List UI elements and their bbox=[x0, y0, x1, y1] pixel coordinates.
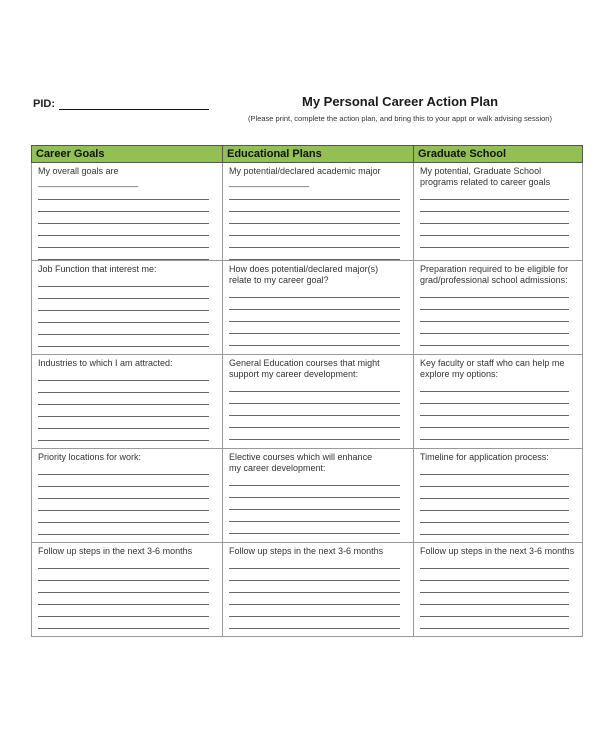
write-in-line[interactable] bbox=[420, 298, 569, 310]
write-in-line[interactable] bbox=[38, 248, 209, 260]
plan-cell-graduate-school bbox=[414, 449, 583, 543]
plan-cell-educational-plans bbox=[223, 261, 414, 355]
write-in-line[interactable] bbox=[229, 224, 400, 236]
cell-prompt: Preparation required to be eligible for grad/professional school admissions: bbox=[420, 264, 569, 285]
write-in-line[interactable] bbox=[38, 617, 209, 629]
write-in-line[interactable] bbox=[420, 392, 569, 404]
write-in-line[interactable] bbox=[38, 335, 209, 347]
write-in-line[interactable] bbox=[229, 581, 400, 593]
write-in-line[interactable] bbox=[420, 557, 569, 569]
write-in-line[interactable] bbox=[229, 593, 400, 605]
write-in-line[interactable] bbox=[38, 463, 209, 475]
write-in-line[interactable] bbox=[229, 617, 400, 629]
cell-prompt: Key faculty or staff who can help me explore my options: bbox=[420, 358, 565, 379]
write-in-line[interactable] bbox=[420, 334, 569, 346]
cell-prompt: Follow up steps in the next 3-6 months bbox=[420, 546, 575, 556]
write-in-line[interactable] bbox=[229, 322, 400, 334]
write-in-line[interactable] bbox=[38, 369, 209, 381]
write-in-line[interactable] bbox=[229, 428, 400, 440]
plan-cell-career-goals bbox=[32, 261, 223, 355]
action-plan-table bbox=[31, 145, 583, 637]
cell-prompt: Job Function that interest me: bbox=[38, 264, 157, 274]
write-in-line[interactable] bbox=[229, 404, 400, 416]
write-in-line[interactable] bbox=[420, 404, 569, 416]
plan-cell-career-goals bbox=[32, 543, 223, 637]
write-in-line[interactable] bbox=[420, 581, 569, 593]
write-in-line[interactable] bbox=[38, 287, 209, 299]
plan-cell-educational-plans bbox=[223, 543, 414, 637]
cell-prompt: Timeline for application process: bbox=[420, 452, 549, 462]
column-header-career-goals: Career Goals bbox=[32, 146, 223, 163]
write-in-line[interactable] bbox=[229, 474, 400, 486]
write-in-line[interactable] bbox=[420, 286, 569, 298]
write-in-line[interactable] bbox=[229, 392, 400, 404]
table-row bbox=[32, 449, 583, 543]
write-in-line[interactable] bbox=[229, 380, 400, 392]
column-header-educational-plans: Educational Plans bbox=[223, 146, 414, 163]
cell-prompt: Elective courses which will enhance my career development: bbox=[229, 452, 373, 473]
cell-prompt: Follow up steps in the next 3-6 months bbox=[38, 546, 193, 556]
write-in-line[interactable] bbox=[38, 393, 209, 405]
cell-prompt: Priority locations for work: bbox=[38, 452, 142, 462]
write-in-line[interactable] bbox=[38, 212, 209, 224]
write-in-line[interactable] bbox=[38, 499, 209, 511]
write-in-line[interactable] bbox=[229, 569, 400, 581]
pid-field bbox=[33, 97, 209, 110]
write-in-line[interactable] bbox=[38, 593, 209, 605]
write-in-line[interactable] bbox=[420, 428, 569, 440]
table-header-row bbox=[32, 146, 583, 163]
cell-prompt: How does potential/declared major(s) relate to my career goal? bbox=[229, 264, 379, 285]
pid-label: PID: bbox=[33, 98, 55, 110]
write-in-line[interactable] bbox=[229, 605, 400, 617]
write-in-line[interactable] bbox=[38, 523, 209, 535]
write-in-line[interactable] bbox=[229, 236, 400, 248]
write-in-line[interactable] bbox=[420, 236, 569, 248]
write-in-line[interactable] bbox=[229, 557, 400, 569]
write-in-line[interactable] bbox=[38, 487, 209, 499]
write-in-line[interactable] bbox=[229, 486, 400, 498]
write-in-line[interactable] bbox=[229, 510, 400, 522]
plan-cell-graduate-school bbox=[414, 261, 583, 355]
write-in-line[interactable] bbox=[420, 475, 569, 487]
table-row bbox=[32, 355, 583, 449]
write-in-line[interactable] bbox=[229, 498, 400, 510]
write-in-line[interactable] bbox=[38, 569, 209, 581]
write-in-line[interactable] bbox=[38, 581, 209, 593]
plan-cell-graduate-school bbox=[414, 355, 583, 449]
plan-cell-educational-plans bbox=[223, 449, 414, 543]
write-in-line[interactable] bbox=[38, 475, 209, 487]
write-in-line[interactable] bbox=[38, 275, 209, 287]
write-in-line[interactable] bbox=[38, 429, 209, 441]
write-in-line[interactable] bbox=[420, 593, 569, 605]
table-row bbox=[32, 261, 583, 355]
plan-cell-graduate-school bbox=[414, 543, 583, 637]
write-in-line[interactable] bbox=[229, 188, 400, 200]
write-in-line[interactable] bbox=[420, 322, 569, 334]
write-in-line[interactable] bbox=[38, 605, 209, 617]
write-in-line[interactable] bbox=[229, 212, 400, 224]
write-in-line[interactable] bbox=[420, 605, 569, 617]
write-in-line[interactable] bbox=[38, 188, 209, 200]
write-in-line[interactable] bbox=[38, 417, 209, 429]
write-in-line[interactable] bbox=[420, 188, 569, 200]
write-in-line[interactable] bbox=[38, 323, 209, 335]
cell-prompt: My overall goals are ____________________ bbox=[38, 166, 139, 187]
write-in-line[interactable] bbox=[420, 212, 569, 224]
write-in-line[interactable] bbox=[229, 298, 400, 310]
write-in-line[interactable] bbox=[420, 511, 569, 523]
write-in-line[interactable] bbox=[420, 487, 569, 499]
write-in-line[interactable] bbox=[38, 511, 209, 523]
plan-cell-career-goals bbox=[32, 355, 223, 449]
column-header-graduate-school: Graduate School bbox=[414, 146, 583, 163]
cell-prompt: Follow up steps in the next 3-6 months bbox=[229, 546, 384, 556]
write-in-line[interactable] bbox=[38, 299, 209, 311]
plan-cell-educational-plans bbox=[223, 355, 414, 449]
cell-prompt: My potential/declared academic major ________________ bbox=[229, 166, 381, 187]
table-row bbox=[32, 543, 583, 637]
write-in-line[interactable] bbox=[420, 200, 569, 212]
plan-cell-career-goals bbox=[32, 449, 223, 543]
write-in-line[interactable] bbox=[229, 310, 400, 322]
write-in-line[interactable] bbox=[229, 416, 400, 428]
write-in-line[interactable] bbox=[420, 499, 569, 511]
write-in-line[interactable] bbox=[420, 617, 569, 629]
write-in-line[interactable] bbox=[229, 248, 400, 260]
write-in-line[interactable] bbox=[229, 522, 400, 534]
write-in-line[interactable] bbox=[38, 200, 209, 212]
write-in-line[interactable] bbox=[229, 200, 400, 212]
write-in-line[interactable] bbox=[420, 380, 569, 392]
write-in-line[interactable] bbox=[38, 311, 209, 323]
write-in-line[interactable] bbox=[229, 286, 400, 298]
page-subtitle: (Please print, complete the action plan, and bring this to your appt or walk advising session) bbox=[248, 114, 552, 123]
cell-prompt: Industries to which I am attracted: bbox=[38, 358, 173, 368]
write-in-line[interactable] bbox=[38, 224, 209, 236]
write-in-line[interactable] bbox=[38, 381, 209, 393]
page-title: My Personal Career Action Plan bbox=[301, 94, 499, 109]
write-in-line[interactable] bbox=[38, 405, 209, 417]
plan-cell-career-goals bbox=[32, 163, 223, 261]
write-in-line[interactable] bbox=[420, 416, 569, 428]
cell-prompt: General Education courses that might support my career development: bbox=[229, 358, 380, 379]
write-in-line[interactable] bbox=[420, 224, 569, 236]
write-in-line[interactable] bbox=[38, 557, 209, 569]
write-in-line[interactable] bbox=[38, 236, 209, 248]
write-in-line[interactable] bbox=[420, 523, 569, 535]
pid-blank-line[interactable] bbox=[59, 97, 209, 110]
cell-prompt: My potential, Graduate School programs related to career goals bbox=[420, 166, 551, 187]
write-in-line[interactable] bbox=[420, 310, 569, 322]
plan-cell-graduate-school bbox=[414, 163, 583, 261]
write-in-line[interactable] bbox=[229, 334, 400, 346]
plan-cell-educational-plans bbox=[223, 163, 414, 261]
table-row bbox=[32, 163, 583, 261]
write-in-line[interactable] bbox=[420, 569, 569, 581]
write-in-line[interactable] bbox=[420, 463, 569, 475]
